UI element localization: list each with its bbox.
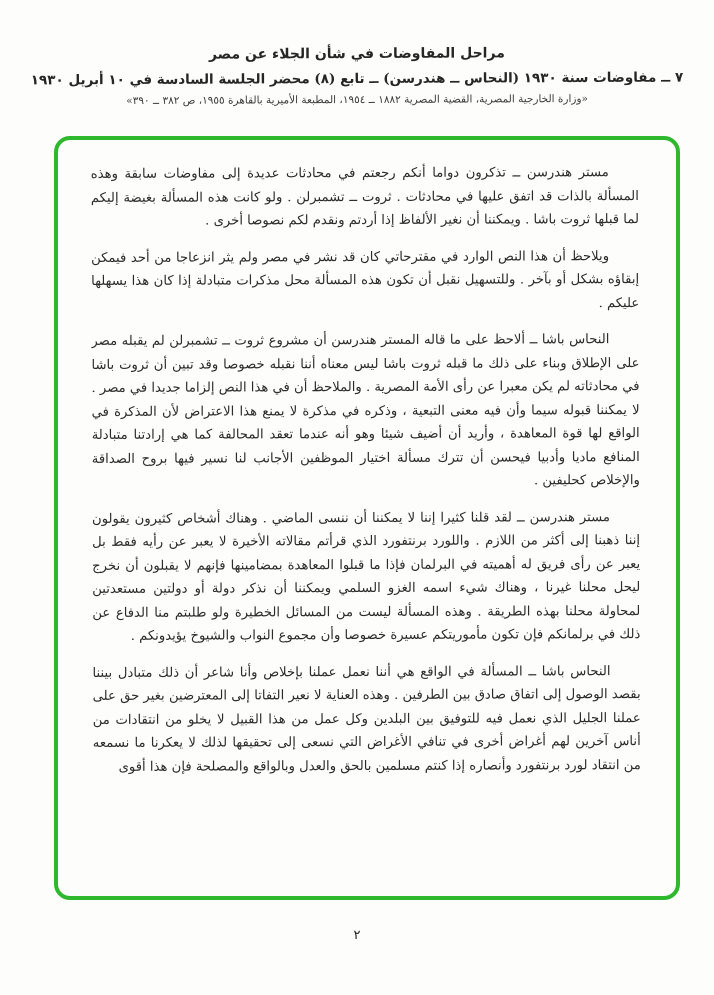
paragraph-henderson-remarks-2: ويلاحظ أن هذا النص الوارد في مقترحاتي كان قد نشر في مصر ولم يثر انزعاجا من أحد فيمكن إبقاؤه بشكل أو بآخر . وللتسهيل نقبل أن تكون هذه المسألة محل مذكرات متبادلة إذا كان هذا يسهلها عليكم . xyxy=(91,248,640,311)
document-header xyxy=(30,45,684,108)
paragraph-nahhas-reply-1: النحاس باشا ــ ألاحظ على ما قاله المستر هندرسن أن مشروع ثروت ــ تشمبرلن لم يقبله مصر على الإطلاق وبناء على ذلك ما قبله ثروت باشا ليس معناه أننا نقبله خصوصا وقد تبين أن ثروت باشا في محادثاته لم يكن معبرا عن رأى الأمة المصرية . والملاحظ أن في هذا النص إلزاما جديدا في مصر . لا يمكننا قبوله سيما وأن فيه معنى التبعية ، وذكره في مذكرة لا يمنع هذا الاعتراض لأن المذكرة في الواقع لها قوة المعاهدة ، وأريد أن أضيف شيئا وهو أنه عندما تعقد المحالفة كما هي إرادتنا متبادلة المنافع ماديا وأدبيا فيحسن أن تترك مسألة اختيار الموظفين الأجانب لنا نسير فيها بروح الصداقة والإخلاص كحليفين . xyxy=(91,332,640,489)
document-source-citation: «وزارة الخارجية المصرية، القضية المصرية ١٨٨٢ ــ ١٩٥٤، المطبعة الأميرية بالقاهرة ١٩٥٥، ص ٣٨٢ ــ ٣٩٠» xyxy=(126,92,588,108)
document-body xyxy=(91,161,642,881)
paragraph-henderson-remarks-3: مستر هندرسن ــ لقد قلنا كثيرا إننا لا يمكننا أن ننسى الماضي . وهناك أشخاص كثيرون يقولون إننا ذهبنا إلى أكثر من اللازم . واللورد برنتفورد الذي قرأتم مقالاته الأخيرة لا يعبر عن رأيه فقط بل يعبر عن رأى فريق له أهميته في البرلمان فإذا ما قبلوا المعاهدة بمضامينها فإنهم لا يقبلون أن نخرج ليحل محلنا غيرنا ، وهناك شيء اسمه الغزو السلمي ويمكننا أن نذكر دولة أو دولتين مستعدتين لمحاولة محلنا بهذه الطريقة . وهذه المسألة ليست من المسائل الخطيرة ولو طلبتم منا الدفاع عن ذلك في برلمانكم فإن تكون مأموريتكم عسيرة خصوصا وأن مجموع النواب والشيوخ يؤيدونكم . xyxy=(91,509,641,644)
document-title: مراحل المفاوضات في شأن الجلاء عن مصر xyxy=(208,45,505,63)
green-annotation-box xyxy=(54,136,680,900)
paragraph-nahhas-reply-2: النحاس باشا ــ المسألة في الواقع هي أننا نعمل عملنا بإخلاص وأنا شاعر أن ذلك متبادل بيننا بقصد الوصول إلى اتفاق صادق بين الطرفين . وهذه العناية لا نعير التفاتا إلى المعترضين بغير حق على عملنا الجليل الذي نعمل فيه للتوفيق بين البلدين وكل عمل من هذا القبيل لا يخلو من انتقادات من أناس آخرين لهم أغراض أخرى في تنافي الأغراض التي نسعى إلى تحقيقها لذلك لا يعكرنا ما نسمعه من انتقاد لورد برنتفورد وأنصاره إذا كنتم مسلمين بالحق والعدل وبالواقع والمصلحة فإن هذا أقوى xyxy=(92,663,641,775)
paragraph-henderson-remarks-1: مستر هندرسن ــ تذكرون دواما أنكم رجعتم في محادثات عديدة إلى مفاوضات سابقة وهذه المسألة بالذات قد اتفق عليها في محادثات . ثروت ــ تشمبرلن . ولو كانت هذه المسألة بغيضة إليكم لما قبلها ثروت باشا . ويمكننا أن نغير الألفاظ إذا أردتم ونقدم لكم نصوصا أخرى . xyxy=(90,165,639,229)
page-number: ٢ xyxy=(353,928,361,943)
document-subtitle: ٧ ــ مفاوضات سنة ١٩٣٠ (النحاس ــ هندرسن) ــ تابع (٨) محضر الجلسة السادسة في ١٠ أبريل ١٩٣٠ xyxy=(30,69,684,89)
